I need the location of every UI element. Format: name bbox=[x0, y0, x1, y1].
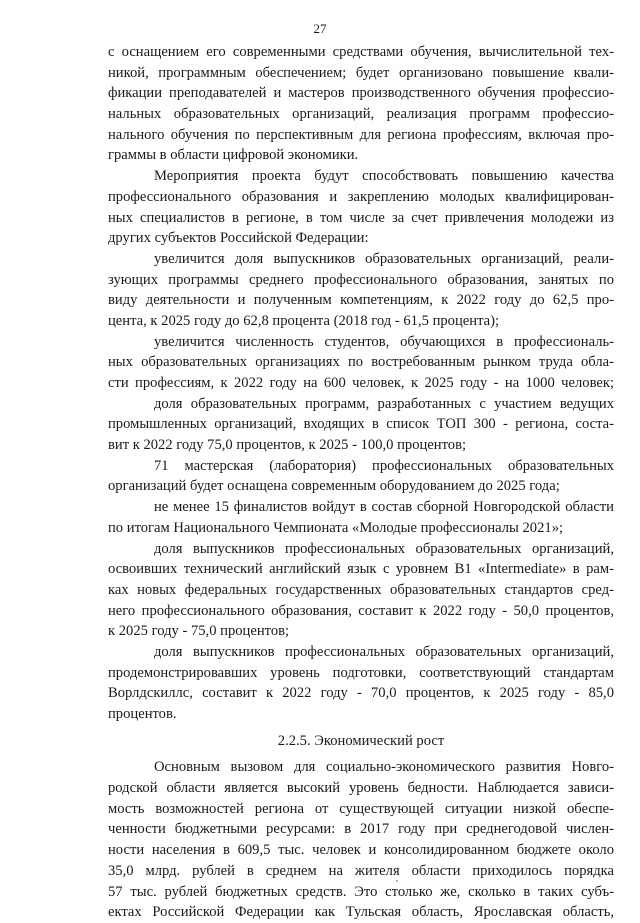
text-line: граммы в области цифровой экономики. bbox=[108, 147, 359, 164]
text-line: ках новых федеральных государственных образовательных стандартов сред- bbox=[108, 581, 614, 598]
text-line: фикации преподавателей и мастеров производственного обучения профессио- bbox=[108, 85, 614, 102]
scan-artifact bbox=[396, 880, 398, 882]
text-line: с оснащением его современными средствами обучения, вычислительной тех- bbox=[108, 44, 614, 60]
text-line: зующих программы среднего профессионального образования, занятых по bbox=[108, 271, 614, 288]
text-line: 35,0 млрд. рублей в среднем на жителя области приходилось порядка bbox=[108, 862, 614, 879]
text-line: него профессионального образования, составит к 2022 году - 50,0 процентов, bbox=[108, 602, 614, 619]
text-line: Мероприятия проекта будут способствовать повышению качества bbox=[154, 168, 614, 185]
text-line: сти профессиям, к 2022 году на 600 человек, к 2025 году - на 1000 человек; bbox=[108, 375, 614, 391]
text-line: цента, к 2025 году до 62,8 процента (2018 год - 61,5 процента); bbox=[108, 312, 500, 329]
text-line: виду деятельности и полученным компетенциям, к 2022 году до 62,5 про- bbox=[108, 292, 614, 309]
text-line: 57 тыс. рублей бюджетных средств. Это столько же, сколько в таких субъ- bbox=[108, 883, 614, 900]
text-line: других субъектов Российской Федерации: bbox=[108, 230, 369, 247]
text-line: увеличится численность студентов, обучающихся в профессиональ- bbox=[154, 333, 614, 350]
text-line: мость возможностей региона от существующей ситуации низкой обеспе- bbox=[108, 800, 614, 817]
text-line: вит к 2022 году 75,0 процентов, к 2025 - 100,0 процентов; bbox=[108, 437, 467, 454]
text-line: увеличится доля выпускников образовательных организаций, реали- bbox=[154, 250, 614, 267]
text-line: нального обучения по перспективным для региона профессиям, включая про- bbox=[108, 126, 614, 143]
text-line: доля выпускников профессиональных образовательных организаций, bbox=[154, 643, 614, 660]
text-line: профессионального образования и закреплению молодых квалифицирован- bbox=[108, 188, 614, 205]
text-line: доля образовательных программ, разработанных с участием ведущих bbox=[154, 395, 614, 412]
text-line: ности населения в 609,5 тыс. человек и консолидированном бюджете около bbox=[108, 842, 614, 859]
text-line: ных специалистов в регионе, в том числе за счет привлечения молодежи из bbox=[108, 209, 614, 226]
text-line: нальных образовательных организаций, реализация программ профессио- bbox=[108, 106, 614, 123]
text-line: не менее 15 финалистов войдут в состав сборной Новгородской области bbox=[154, 499, 614, 516]
text-line: ектах Российской Федерации как Тульская область, Ярославская область, bbox=[108, 904, 614, 921]
text-line: процентов. bbox=[108, 706, 177, 722]
text-line: доля выпускников профессиональных образовательных организаций, bbox=[154, 540, 614, 557]
text-line: ченности бюджетными ресурсами: в 2017 году при среднегодовой числен- bbox=[108, 821, 614, 838]
text-line: по итогам Национального Чемпионата «Молодые профессионалы 2021»; bbox=[108, 519, 564, 536]
text-line: организаций будет оснащена современным оборудованием до 2025 года; bbox=[108, 478, 560, 495]
text-line: ных образовательных организациях по востребованным рынком труда обла- bbox=[108, 354, 614, 371]
page-number: 27 bbox=[313, 21, 327, 36]
section-heading: 2.2.5. Экономический рост bbox=[277, 732, 445, 749]
document-body bbox=[108, 42, 614, 923]
text-line: 71 мастерская (лаборатория) профессиональных образовательных bbox=[154, 457, 614, 474]
text-line: освоивших технический английский язык с уровнем B1 «Intermediate» в рам- bbox=[108, 561, 614, 578]
text-line: никой, программным обеспечением; будет организовано повышение квали- bbox=[108, 64, 614, 81]
text-line: Основным вызовом для социально-экономического развития Новго- bbox=[154, 759, 614, 776]
text-line: к 2025 году - 75,0 процентов; bbox=[108, 623, 290, 640]
text-line: родской области является высокий уровень бедности. Наблюдается зависи- bbox=[108, 780, 614, 797]
text-line: промышленных организаций, входящих в список ТОП 300 - региона, соста- bbox=[108, 416, 614, 433]
text-line: продемонстрировавших уровень подготовки, соответствующий стандартам bbox=[108, 664, 614, 681]
text-line: Ворлдскиллс, составит к 2022 году - 70,0 процентов, к 2025 году - 85,0 bbox=[108, 685, 614, 702]
